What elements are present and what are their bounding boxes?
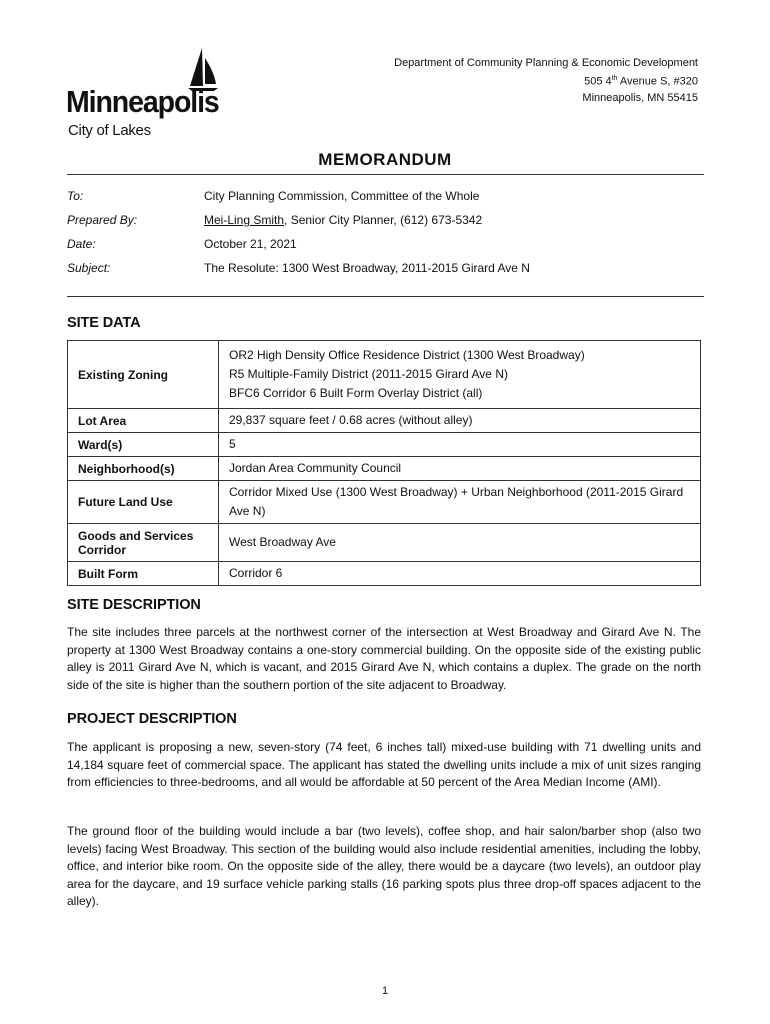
site-data-value [219, 524, 701, 562]
site-data-row [68, 562, 701, 586]
subject-row [67, 261, 704, 279]
site-data-row [68, 457, 701, 481]
subject-value: The Resolute: 1300 West Broadway, 2011-2015 Girard Ave N [204, 261, 530, 275]
site-data-value [219, 433, 701, 457]
site-data-value [219, 562, 701, 586]
site-data-table [67, 340, 701, 586]
site-data-row [68, 433, 701, 457]
header-divider [67, 296, 704, 297]
prepared-by-value: Mei-Ling Smith, Senior City Planner, (612) 673-5342 [204, 213, 483, 227]
department-name: Department of Community Planning & Economic Development [394, 57, 698, 69]
site-data-value [219, 341, 701, 409]
site-data-heading: SITE DATA [67, 315, 141, 331]
site-data-value-line: Corridor 6 [229, 566, 283, 580]
prepared-by-row [67, 213, 704, 231]
title-divider [67, 174, 704, 175]
to-row [67, 189, 704, 207]
project-description-para1: The applicant is proposing a new, seven-story (74 feet, 6 inches tall) mixed-use building with 71 dwelling units and 14,184 square feet of commercial space. The applicant has stated the dwelling units include a mix of unit sizes ranging from efficiencies to three-bedrooms, and all would be affordable at 50 percent of the Area Median Income (AMI). [67, 740, 701, 789]
page-number: 1 [381, 985, 389, 997]
site-data-value [219, 481, 701, 524]
author-link[interactable]: Mei-Ling Smith [204, 213, 285, 227]
site-data-value-line: 29,837 square feet / 0.68 acres (without alley) [229, 413, 473, 427]
to-label: To: [67, 189, 84, 203]
prepared-by-label: Prepared By: [67, 213, 138, 227]
site-data-value [219, 409, 701, 433]
site-data-value-line: Corridor Mixed Use (1300 West Broadway) + Urban Neighborhood (2011-2015 Girard Ave N) [229, 485, 684, 518]
site-data-label: Future Land Use [68, 481, 219, 524]
site-data-label: Existing Zoning [68, 341, 219, 409]
memo-title: MEMORANDUM [318, 150, 452, 169]
site-description-heading: SITE DESCRIPTION [67, 597, 201, 613]
site-data-label: Goods and Services Corridor [68, 524, 219, 562]
department-street: 505 4th Avenue S, #320 [584, 75, 698, 88]
date-row [67, 237, 704, 255]
site-data-label: Neighborhood(s) [68, 457, 219, 481]
site-data-value-line: Jordan Area Community Council [229, 461, 402, 475]
site-data-value [219, 457, 701, 481]
site-data-row [68, 409, 701, 433]
department-address [394, 55, 698, 106]
date-value: October 21, 2021 [204, 237, 297, 251]
project-description-para2: The ground floor of the building would include a bar (two levels), coffee shop, and hair salon/barber shop (also two levels) facing West Broadway. This section of the building would also include residential amenities, including the lobby, office, and interior bike room. On the opposite side of the alley, there would be a daycare (two levels), an outdoor play area for the daycare, and 19 surface vehicle parking stalls (16 parking spots plus three drop-off spaces adjacent to the alley). [67, 824, 701, 908]
subject-label: Subject: [67, 261, 111, 275]
site-data-value-line: 5 [229, 437, 236, 451]
site-data-value-line: BFC6 Corridor 6 Built Form Overlay District (all) [229, 386, 483, 400]
date-label: Date: [67, 237, 96, 251]
site-data-row [68, 481, 701, 524]
site-data-label: Built Form [68, 562, 219, 586]
logo-tagline: City of Lakes [68, 122, 151, 139]
site-data-row [68, 524, 701, 562]
site-data-value-line: West Broadway Ave [229, 535, 336, 549]
project-description-heading: PROJECT DESCRIPTION [67, 711, 237, 727]
department-city: Minneapolis, MN 55415 [582, 91, 698, 104]
site-data-value-line: OR2 High Density Office Residence District (1300 West Broadway) [229, 348, 585, 362]
site-data-value-line: R5 Multiple-Family District (2011-2015 Girard Ave N) [229, 367, 508, 381]
city-logo [66, 46, 226, 141]
site-data-row [68, 341, 701, 409]
to-value: City Planning Commission, Committee of the Whole [204, 189, 480, 203]
site-data-label: Ward(s) [68, 433, 219, 457]
site-description-text: The site includes three parcels at the northwest corner of the intersection at West Broadway and Girard Ave N. The property at 1300 West Broadway contains a one-story commercial building. On the opposite side of the existing public alley is 2011 Girard Ave N, which is vacant, and 2015 Girard Ave N, which contains a duplex. The grade on the north side of the site is higher than the southern portion of the site adjacent to Broadway. [67, 625, 701, 692]
site-data-label: Lot Area [68, 409, 219, 433]
logo-wordmark: Minneapolis [66, 84, 219, 119]
